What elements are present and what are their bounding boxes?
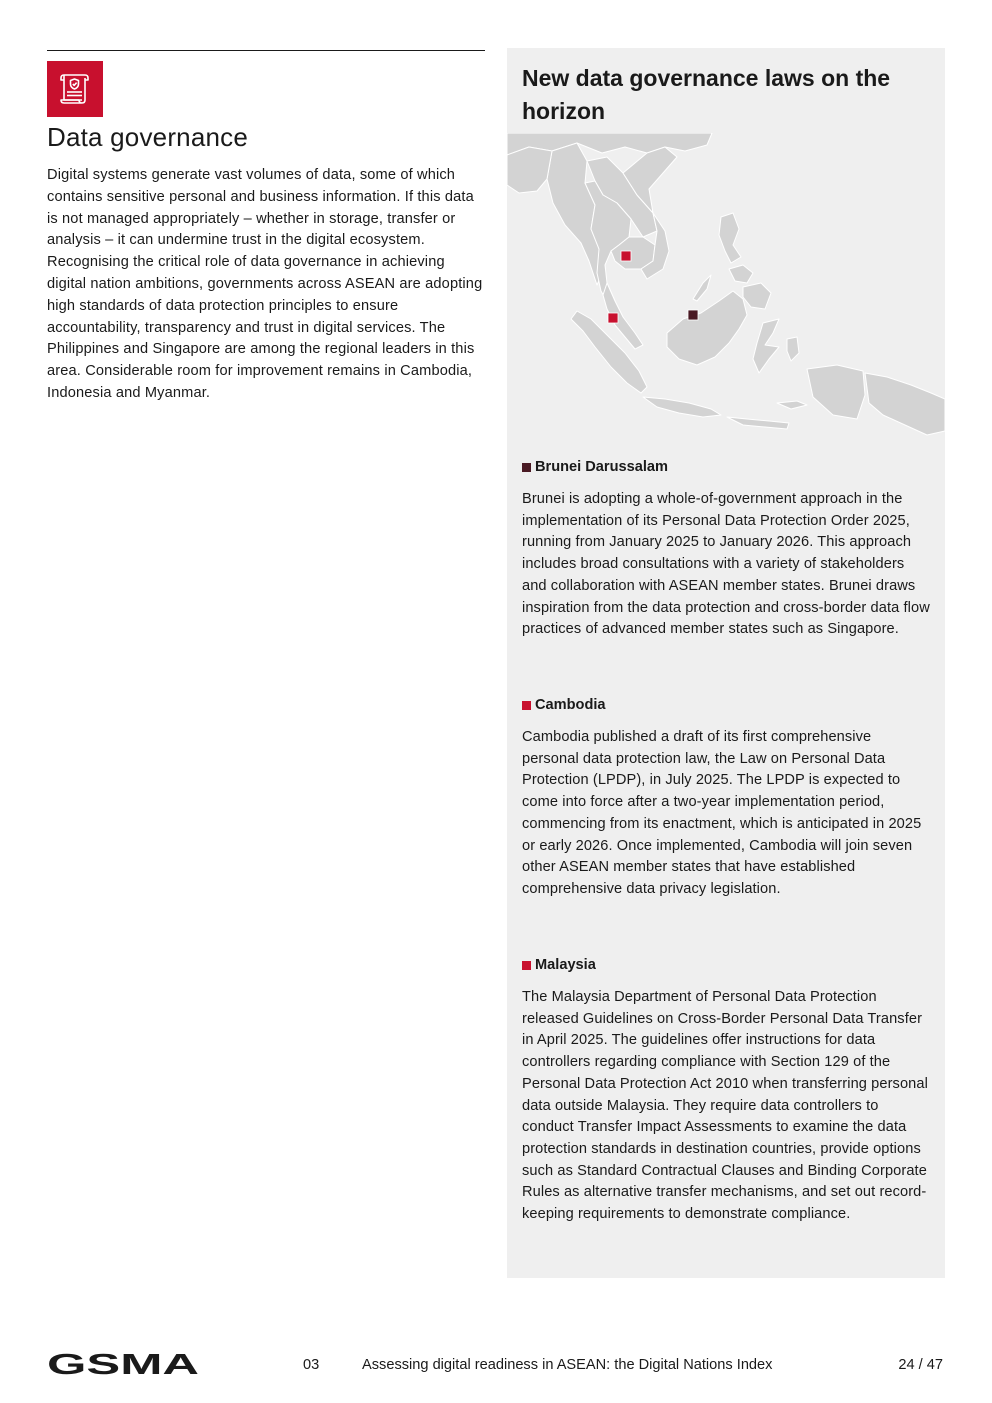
gsma-logo: [47, 1350, 199, 1378]
marker-red-square-icon: [522, 961, 531, 970]
top-divider: [47, 50, 485, 51]
marker-dark-square-icon: [522, 463, 531, 472]
footer-section-number: 03: [303, 1357, 320, 1373]
map-region-palawan: [693, 275, 711, 301]
map-region-sulawesi: [753, 319, 779, 373]
section-body: Digital systems generate vast volumes of data, some of which contains sensitive personal and business information. If this data is not managed appropriately – whether in storage, transfer or analysis – it can undermine trust in the digital ecosystem. Recognising the critical role of data governance in achieving digital nation ambitions, governments across ASEAN are adopting high standards of data protection principles to ensure accountability, transparency and trust in digital services. The Philippines and Singapore are among the regional leaders in this area. Considerable room for improvement remains in Cambodia, Indonesia and Myanmar.: [47, 167, 483, 401]
document-shield-icon: [47, 61, 103, 117]
map-region-west: [507, 147, 552, 193]
country-block-malaysia: [522, 955, 932, 1226]
country-block-cambodia: [522, 695, 932, 901]
map-region-maluku: [787, 337, 799, 361]
map-marker-cambodia: [621, 251, 631, 261]
country-text: Cambodia published a draft of its first comprehensive personal data protection law, the Law on Personal Data Protection (LPDP), in July 2025. The LPDP is expected to come into force after a two-year implementation period, commencing from its enactment, which is anticipated in 2025 or early 2026. Once implemented, Cambodia will join seven other ASEAN member states that have established comprehensive data privacy legislation.: [522, 729, 922, 897]
page-footer: [47, 1350, 945, 1380]
map-region-borneo: [667, 291, 747, 365]
footer-page-number: 24 / 47: [898, 1357, 943, 1373]
southeast-asia-map: [507, 133, 945, 438]
section-title: Data governance: [47, 122, 249, 152]
country-name: Brunei Darussalam: [535, 459, 669, 475]
map-region-philippines-luzon: [719, 213, 741, 263]
info-panel: [507, 48, 945, 1278]
map-region-timor: [777, 401, 807, 409]
map-marker-brunei: [688, 310, 698, 320]
map-region-small-islands: [727, 417, 789, 429]
country-text: Brunei is adopting a whole-of-government approach in the implementation of its Personal Data Protection Order 2025, running from January 2025 to January 2026. This approach includes broad consultations with a variety of stakeholders and collaboration with ASEAN member states. Brunei draws inspiration from the data protection and cross-border data flow practices of advanced member states such as Singapore.: [522, 491, 930, 638]
panel-title: New data governance laws on the horizon: [522, 65, 891, 124]
map-region-philippines-mindanao: [743, 283, 771, 309]
map-region-east-islands: [865, 373, 945, 435]
country-text: The Malaysia Department of Personal Data Protection released Guidelines on Cross-Border Personal Data Transfer in April 2025. The guidelines offer instructions for data controllers regarding compliance with Section 129 of the Personal Data Protection Act 2010 when transferring personal data outside Malaysia. They require data controllers to conduct Transfer Impact Assessments to examine the data protection standards in destination countries, provide options such as Standard Contractual Clauses and Binding Corporate Rules as alternative transfer mechanisms, and set out record-keeping requirements to demonstrate compliance.: [522, 989, 928, 1223]
footer-report-title: Assessing digital readiness in ASEAN: the Digital Nations Index: [362, 1357, 773, 1373]
map-region-java: [643, 397, 721, 417]
map-region-philippines-visayas: [729, 265, 753, 283]
country-name: Cambodia: [535, 697, 606, 713]
country-block-brunei: [522, 457, 932, 641]
map-region-new-guinea: [807, 365, 865, 419]
marker-red-square-icon: [522, 701, 531, 710]
map-marker-malaysia: [608, 313, 618, 323]
svg-text:GSMA: GSMA: [47, 1350, 199, 1378]
country-name: Malaysia: [535, 957, 596, 973]
left-column: [47, 50, 485, 405]
